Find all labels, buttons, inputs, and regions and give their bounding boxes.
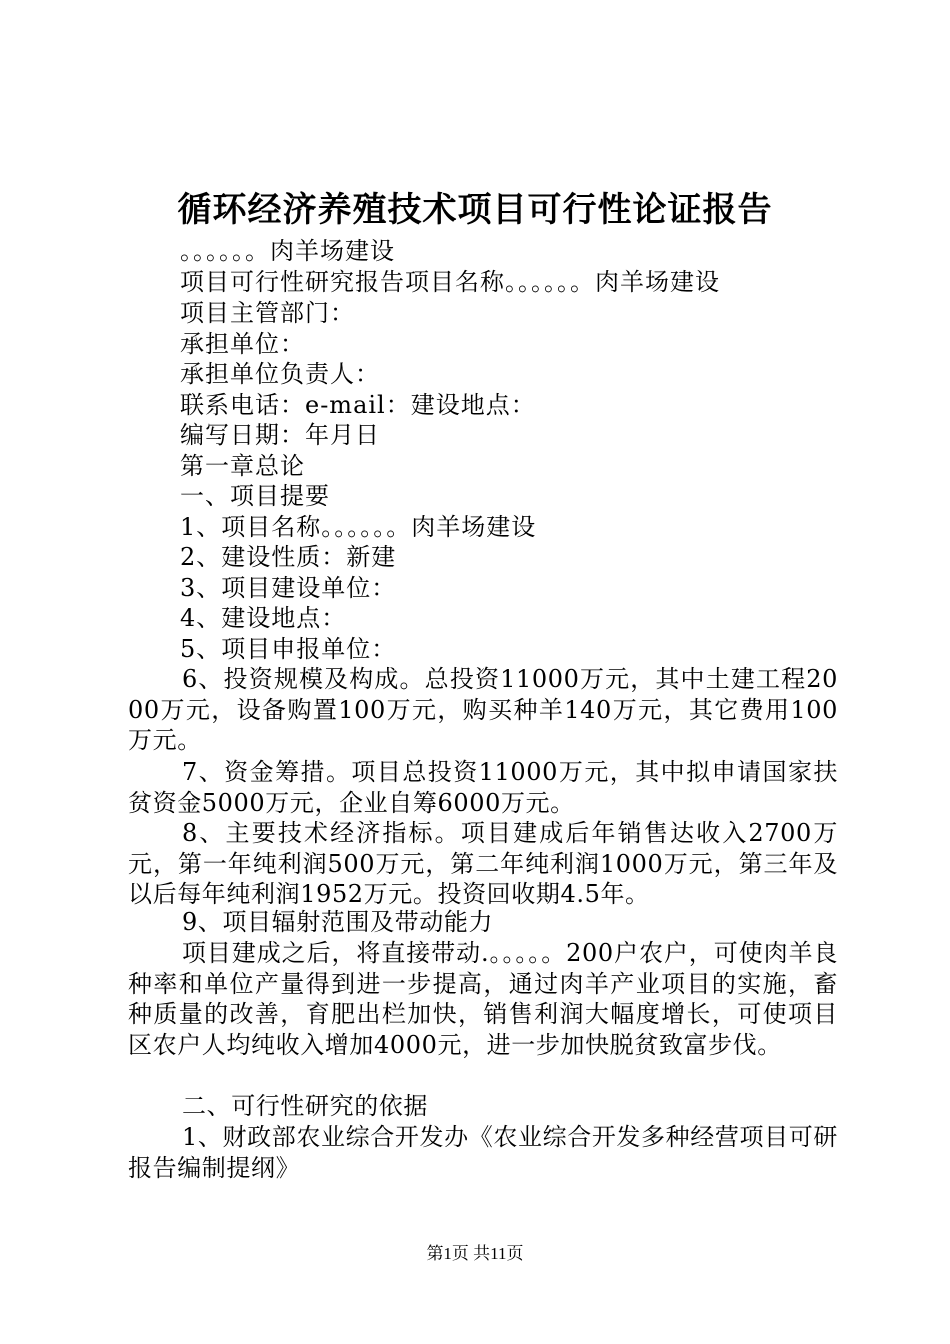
section-heading: 一、项目提要 [180,482,330,510]
paragraph-radiation-body: 项目建成之后，将直接带动.。。。。。200户农户，可使肉羊良种率和单位产量得到进一步提高，通过肉羊产业项目的实施，畜种质量的改善，育肥出栏加快，销售利润大幅度增长，可使项目区农户人均纯收入增加4000元，进一步加快脱贫致富步伐。 [128,939,838,1059]
page-footer: 第1页 共11页 [426,1244,524,1263]
paragraph-funding: 7、资金筹措。项目总投资11000万元，其中拟申请国家扶贫资金5000万元，企业自筹6000万元。 [128,758,838,817]
chapter-heading: 第一章总论 [180,452,305,480]
text-line: 项目可行性研究报告项目名称。。。。。。肉羊场建设 [180,268,720,296]
paragraph-investment: 6、投资规模及构成。总投资11000万元，其中土建工程2000万元，设备购置100万元，购买种羊140万元，其它费用100万元。 [128,665,838,755]
text-line: 承担单位： [180,330,305,358]
paragraph-indicators: 8、主要技术经济指标。项目建成后年销售达收入2700万元，第一年纯利润500万元，第二年纯利润1000万元，第三年及以后每年纯利润1952万元。投资回收期4.5年。 [128,819,838,909]
text-line: 项目主管部门： [180,299,355,327]
text-line: 编写日期：年月日 [180,421,380,449]
text-line: 联系电话：e-mail：建设地点： [180,391,536,419]
list-item: 1、项目名称。。。。。。肉羊场建设 [180,513,537,541]
list-item: 3、项目建设单位： [180,574,397,602]
list-item: 4、建设地点： [180,604,347,632]
paragraph-radiation-heading: 9、项目辐射范围及带动能力 [182,908,494,936]
section-heading-basis: 二、可行性研究的依据 [182,1092,428,1120]
paragraph-basis-1: 1、财政部农业综合开发办《农业综合开发多种经营项目可研报告编制提纲》 [128,1123,838,1182]
document-title: 循环经济养殖技术项目可行性论证报告 [177,190,773,230]
text-line: 。。。。。。肉羊场建设 [180,237,395,265]
list-item: 5、项目申报单位： [180,635,397,663]
list-item: 2、建设性质：新建 [180,543,397,571]
text-line: 承担单位负责人： [180,360,380,388]
